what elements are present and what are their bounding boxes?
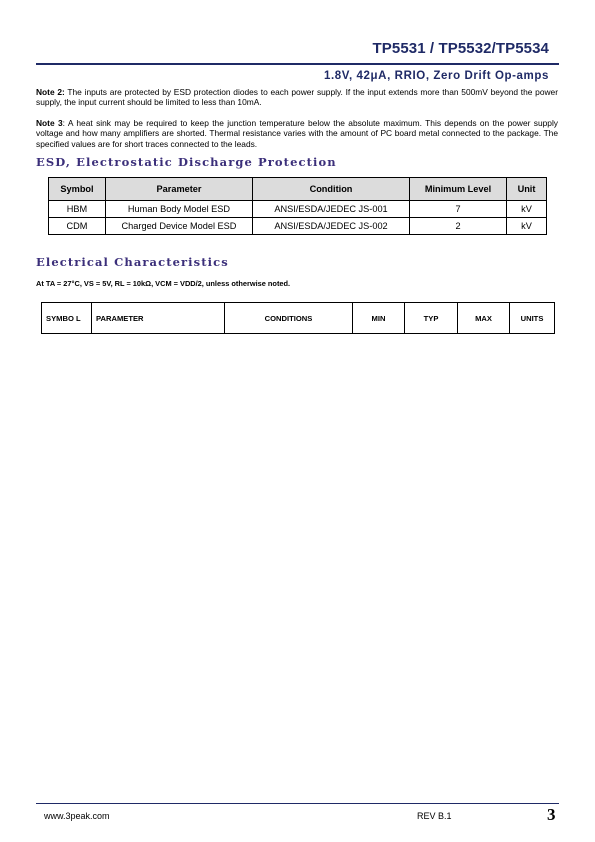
header-subtitle: 1.8V, 42μA, RRIO, Zero Drift Op-amps (323, 70, 549, 82)
header-title: TP5531 / TP5532/TP5534 (372, 40, 549, 57)
page-number: 3 (547, 805, 556, 824)
ec-col-units: UNITS (510, 303, 555, 334)
esd-col-parameter: Parameter (106, 178, 253, 201)
table-row (49, 218, 547, 235)
note-3-label: Note 3 (36, 118, 63, 128)
table-cell: Charged Device Model ESD (106, 218, 253, 235)
footer-revision: REV B.1 (417, 811, 452, 821)
ec-header-row (42, 303, 555, 334)
ec-col-max: MAX (458, 303, 510, 334)
table-cell: CDM (49, 218, 106, 235)
header-rule (36, 63, 559, 65)
ec-table (41, 302, 555, 334)
note-3-text: : A heat sink may be required to keep the junction temperature below the absolute maximum. This depends on the power supply voltage and how many amplifiers are shorted. Thermal resistance varies with the amount of PC board metal connected to the package. The specified values are for short traces connected to the leads. (36, 118, 558, 149)
esd-table (48, 177, 547, 235)
esd-col-symbol: Symbol (49, 178, 106, 201)
esd-header-row (49, 178, 547, 201)
table-cell: 2 (410, 218, 507, 235)
ec-col-min: MIN (353, 303, 405, 334)
table-cell: Human Body Model ESD (106, 201, 253, 218)
esd-col-min-level: Minimum Level (410, 178, 507, 201)
esd-col-condition: Condition (253, 178, 410, 201)
esd-section-title: ESD, Electrostatic Discharge Protection (36, 155, 337, 169)
footer-rule (36, 803, 559, 804)
ec-col-typ: TYP (405, 303, 458, 334)
ec-conditions: At TA = 27°C, VS = 5V, RL = 10kΩ, VCM = VDD/2, unless otherwise noted. (36, 279, 291, 288)
ec-col-symbol: SYMBO L (42, 303, 92, 334)
ec-section-title: Electrical Characteristics (36, 255, 229, 269)
table-cell: ANSI/ESDA/JEDEC JS-001 (253, 201, 410, 218)
footer-website: www.3peak.com (44, 811, 110, 821)
esd-col-unit: Unit (507, 178, 547, 201)
table-cell: HBM (49, 201, 106, 218)
ec-col-conditions: CONDITIONS (225, 303, 353, 334)
ec-col-parameter: PARAMETER (92, 303, 225, 334)
note-3 (36, 118, 558, 149)
table-row (49, 201, 547, 218)
table-cell: ANSI/ESDA/JEDEC JS-002 (253, 218, 410, 235)
table-cell: kV (507, 218, 547, 235)
note-2-label: Note 2: (36, 87, 65, 97)
note-2-text: The inputs are protected by ESD protection diodes to each power supply. If the input extends more than 500mV beyond the power supply, the input current should be limited to less than 10mA. (36, 87, 558, 108)
table-cell: 7 (410, 201, 507, 218)
note-2 (36, 87, 558, 108)
table-cell: kV (507, 201, 547, 218)
